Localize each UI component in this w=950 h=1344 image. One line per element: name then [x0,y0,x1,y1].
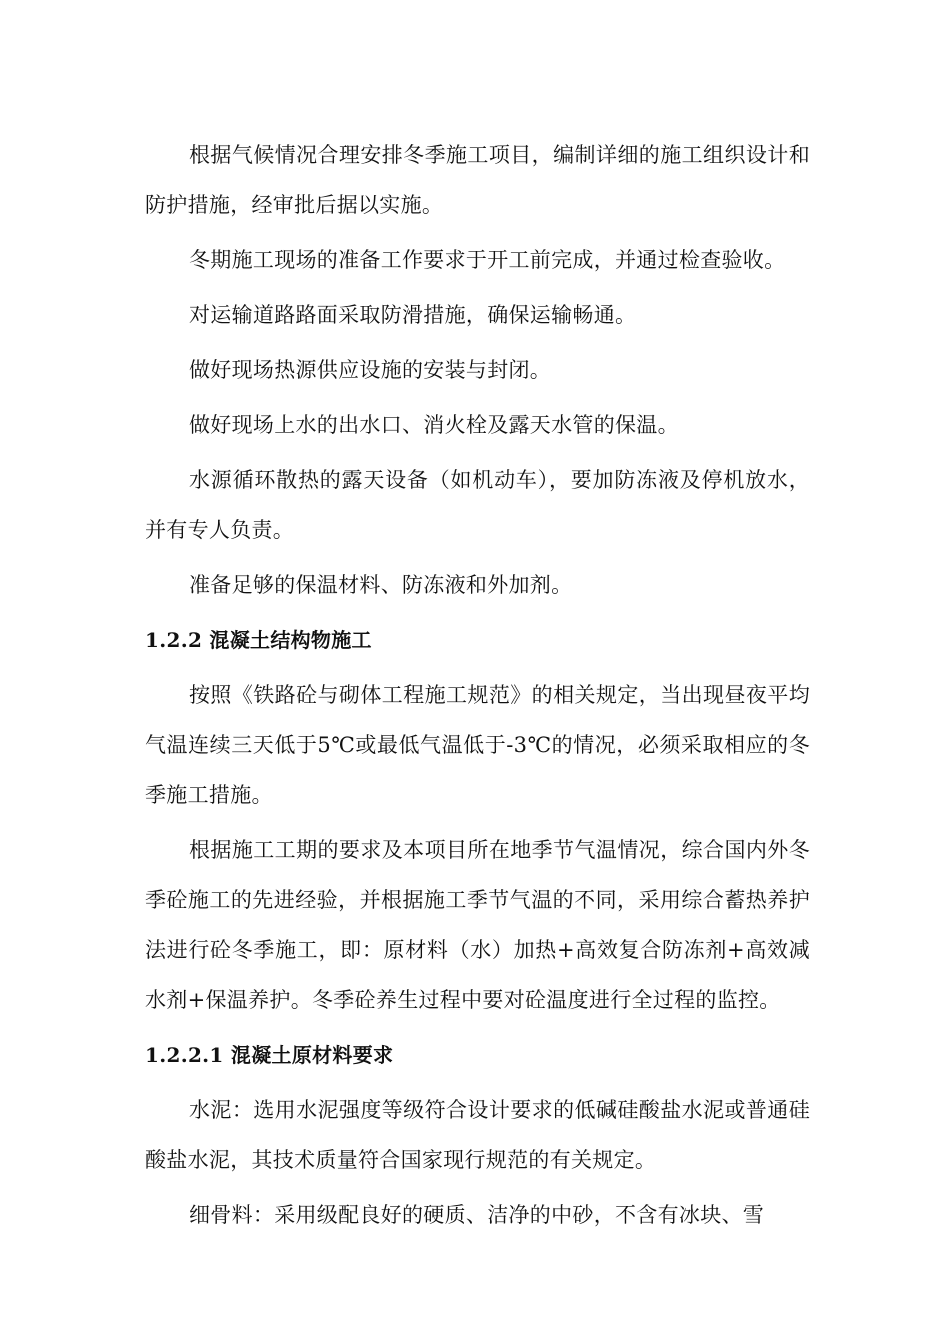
subsection-heading-raw-materials: 1.2.2.1 混凝土原材料要求 [145,1043,394,1067]
paragraph-site-preparation: 冬期施工现场的准备工作要求于开工前完成，并通过检查验收。 [189,248,786,272]
paragraph-water-insulation: 做好现场上水的出水口、消火栓及露天水管的保温。 [189,413,679,437]
section-heading-concrete-structure: 1.2.2 混凝土结构物施工 [145,628,372,652]
paragraph-cement: 水泥：选用水泥强度等级符合设计要求的低碱硅酸盐水泥或普通硅酸盐水泥，其技术质量符合国家现行规范的有关规定。 [145,1098,810,1172]
paragraph-materials-ready: 准备足够的保温材料、防冻液和外加剂。 [189,573,573,597]
paragraph-fine-aggregate: 细骨料：采用级配良好的硬质、洁净的中砂，不含有冰块、雪 [189,1203,765,1227]
document-body [145,130,810,1245]
paragraph-heat-source: 做好现场热源供应设施的安装与封闭。 [189,358,552,382]
paragraph-antifreeze-equipment: 水源循环散热的露天设备（如机动车），要加防冻液及停机放水，并有专人负责。 [145,468,810,542]
paragraph-winter-criteria: 按照《铁路砼与砌体工程施工规范》的相关规定，当出现昼夜平均气温连续三天低于5℃或最低气温低于-3℃的情况，必须采取相应的冬季施工措施。 [145,683,810,807]
paragraph-construction-plan: 根据气候情况合理安排冬季施工项目，编制详细的施工组织设计和防护措施，经审批后据以实施。 [145,143,810,217]
paragraph-road-antislip: 对运输道路路面采取防滑措施，确保运输畅通。 [189,303,637,327]
paragraph-curing-method: 根据施工工期的要求及本项目所在地季节气温情况，综合国内外冬季砼施工的先进经验，并根据施工季节气温的不同，采用综合蓄热养护法进行砼冬季施工，即：原材料（水）加热+高效复合防冻剂+高效减水剂+保温养护。冬季砼养生过程中要对砼温度进行全过程的监控。 [145,838,810,1012]
